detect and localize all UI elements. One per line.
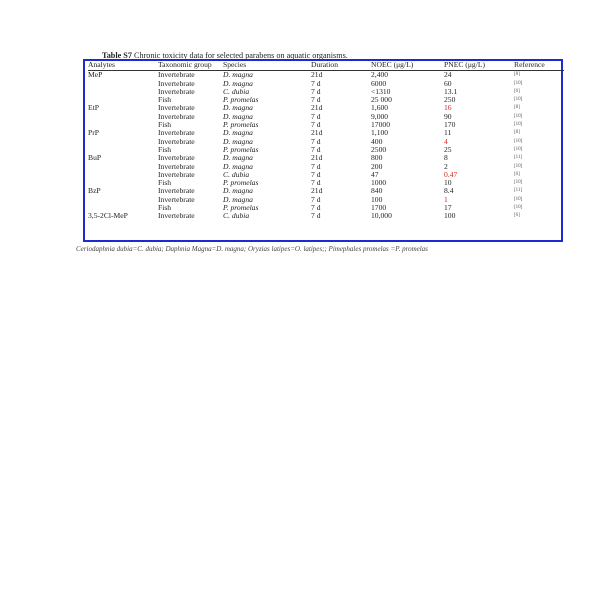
caption-text: Chronic toxicity data for selected parabens on aquatic organisms. — [131, 51, 348, 60]
cell-duration: 7 d — [311, 95, 321, 105]
cell-noec: 9,000 — [371, 111, 389, 121]
cell-species: D. magna — [223, 194, 253, 204]
cell-species: P. promelas — [223, 95, 259, 105]
cell-analyte: EtP — [88, 103, 99, 113]
cell-analyte — [88, 138, 158, 146]
cell-noec: 840 — [371, 186, 383, 196]
cell-duration: 21d — [311, 128, 323, 138]
cell-taxonomic-group: Fish — [158, 178, 172, 188]
cell-reference: [10] — [514, 163, 523, 169]
cell-analyte: MeP — [88, 70, 103, 80]
cell-analyte: 3,5-2Cl-MeP — [88, 211, 128, 221]
cell-analyte — [88, 163, 158, 171]
cell-taxonomic-group: Invertebrate — [158, 136, 195, 146]
cell-taxonomic-group: Invertebrate — [158, 70, 195, 80]
cell-pnec: 250 — [444, 95, 456, 105]
cell-noec: 100 — [371, 194, 383, 204]
cell-species: D. magna — [223, 111, 253, 121]
cell-reference: [11] — [514, 155, 523, 161]
cell-duration: 7 d — [311, 194, 321, 204]
cell-reference: [6] — [514, 88, 520, 94]
cell-taxonomic-group: Invertebrate — [158, 186, 195, 196]
cell-taxonomic-group: Fish — [158, 95, 172, 105]
cell-analyte — [88, 196, 158, 204]
cell-duration: 7 d — [311, 111, 321, 121]
cell-taxonomic-group: Invertebrate — [158, 111, 195, 121]
cell-taxonomic-group: Fish — [158, 144, 172, 154]
cell-duration: 21d — [311, 70, 323, 80]
cell-duration: 21d — [311, 153, 323, 163]
cell-noec: 6000 — [371, 78, 387, 88]
cell-species: P. promelas — [223, 203, 259, 213]
cell-taxonomic-group: Invertebrate — [158, 103, 195, 113]
cell-species: C. dubia — [223, 169, 250, 179]
cell-analyte: BzP — [88, 186, 101, 196]
cell-pnec: 4 — [444, 136, 448, 146]
cell-duration: 7 d — [311, 161, 321, 171]
cell-duration: 7 d — [311, 169, 321, 179]
cell-reference: [6] — [514, 213, 520, 219]
cell-reference: [10] — [514, 180, 523, 186]
cell-reference: [10] — [514, 205, 523, 211]
cell-duration: 7 d — [311, 136, 321, 146]
cell-noec: <1310 — [371, 86, 391, 96]
cell-taxonomic-group: Invertebrate — [158, 78, 195, 88]
cell-duration: 7 d — [311, 211, 321, 221]
cell-taxonomic-group: Invertebrate — [158, 169, 195, 179]
cell-reference: [10] — [514, 196, 523, 202]
header-noec: NOEC (μg/L) — [371, 61, 444, 71]
cell-species: D. magna — [223, 128, 253, 138]
cell-noec: 1,600 — [371, 103, 389, 113]
cell-species: C. dubia — [223, 86, 250, 96]
table-body — [88, 71, 564, 221]
cell-taxonomic-group: Invertebrate — [158, 153, 195, 163]
cell-species: D. magna — [223, 78, 253, 88]
cell-reference: [11] — [514, 188, 523, 194]
cell-taxonomic-group: Fish — [158, 120, 172, 130]
cell-noec: 25 000 — [371, 95, 392, 105]
cell-pnec: 1 — [444, 194, 448, 204]
cell-noec: 2500 — [371, 144, 387, 154]
cell-taxonomic-group: Fish — [158, 203, 172, 213]
cell-duration: 7 d — [311, 144, 321, 154]
cell-pnec: 17 — [444, 203, 452, 213]
cell-analyte — [88, 113, 158, 121]
cell-pnec: 11 — [444, 128, 452, 138]
cell-reference: [6] — [514, 171, 520, 177]
cell-reference: [8] — [514, 105, 520, 111]
cell-species: C. dubia — [223, 211, 250, 221]
cell-species: D. magna — [223, 103, 253, 113]
cell-noec: 1,100 — [371, 128, 389, 138]
cell-reference: [10] — [514, 138, 523, 144]
cell-species: D. magna — [223, 153, 253, 163]
cell-noec: 10,000 — [371, 211, 392, 221]
table-footnote: Ceriodaphnia dubia=C. dubia; Daphnia Magna=D. magna; Oryzias latipes=O. latipes;; Pimephales promelas =P. promelas — [76, 245, 428, 253]
header-species: Species — [223, 61, 311, 71]
cell-noec: 1000 — [371, 178, 387, 188]
cell-analyte — [88, 80, 158, 88]
header-taxonomic-group: Taxonomic group — [158, 61, 223, 71]
cell-pnec: 13.1 — [444, 86, 458, 96]
cell-taxonomic-group: Invertebrate — [158, 86, 195, 96]
cell-noec: 2,400 — [371, 70, 389, 80]
cell-pnec: 90 — [444, 111, 452, 121]
toxicity-table — [88, 61, 564, 221]
cell-pnec: 0.47 — [444, 169, 458, 179]
cell-pnec: 2 — [444, 161, 448, 171]
cell-noec: 1700 — [371, 203, 387, 213]
cell-duration: 21d — [311, 186, 323, 196]
table-row — [88, 212, 564, 220]
header-analytes: Analytes — [88, 61, 158, 71]
caption-label: Table S7 — [102, 51, 132, 60]
cell-reference: [8] — [514, 72, 520, 78]
cell-reference: [10] — [514, 122, 523, 128]
header-duration: Duration — [311, 61, 371, 71]
cell-noec: 400 — [371, 136, 383, 146]
cell-duration: 7 d — [311, 203, 321, 213]
cell-analyte: BuP — [88, 153, 102, 163]
cell-duration: 7 d — [311, 120, 321, 130]
cell-pnec: 100 — [444, 211, 456, 221]
cell-species: P. promelas — [223, 144, 259, 154]
cell-pnec: 8.4 — [444, 186, 454, 196]
cell-analyte — [88, 171, 158, 179]
header-reference: Reference — [514, 61, 564, 71]
cell-analyte: PrP — [88, 128, 99, 138]
cell-noec: 17000 — [371, 120, 390, 130]
cell-reference: [10] — [514, 146, 523, 152]
cell-duration: 7 d — [311, 86, 321, 96]
cell-taxonomic-group: Invertebrate — [158, 211, 195, 221]
cell-taxonomic-group: Invertebrate — [158, 161, 195, 171]
cell-reference: [10] — [514, 97, 523, 103]
cell-pnec: 8 — [444, 153, 448, 163]
cell-noec: 800 — [371, 153, 383, 163]
cell-reference: [10] — [514, 113, 523, 119]
cell-duration: 7 d — [311, 178, 321, 188]
cell-noec: 200 — [371, 161, 383, 171]
cell-pnec: 10 — [444, 178, 452, 188]
cell-species: P. promelas — [223, 120, 259, 130]
cell-taxonomic-group: Invertebrate — [158, 128, 195, 138]
cell-reference: [10] — [514, 80, 523, 86]
cell-species: P. promelas — [223, 178, 259, 188]
cell-pnec: 24 — [444, 70, 452, 80]
cell-reference: [8] — [514, 130, 520, 136]
header-pnec: PNEC (μg/L) — [444, 61, 514, 71]
cell-duration: 21d — [311, 103, 323, 113]
cell-pnec: 16 — [444, 103, 452, 113]
cell-analyte — [88, 88, 158, 96]
cell-species: D. magna — [223, 186, 253, 196]
cell-noec: 47 — [371, 169, 379, 179]
cell-pnec: 25 — [444, 144, 452, 154]
cell-duration: 7 d — [311, 78, 321, 88]
cell-species: D. magna — [223, 161, 253, 171]
cell-pnec: 60 — [444, 78, 452, 88]
cell-species: D. magna — [223, 136, 253, 146]
cell-taxonomic-group: Invertebrate — [158, 194, 195, 204]
cell-species: D. magna — [223, 70, 253, 80]
cell-pnec: 170 — [444, 120, 456, 130]
